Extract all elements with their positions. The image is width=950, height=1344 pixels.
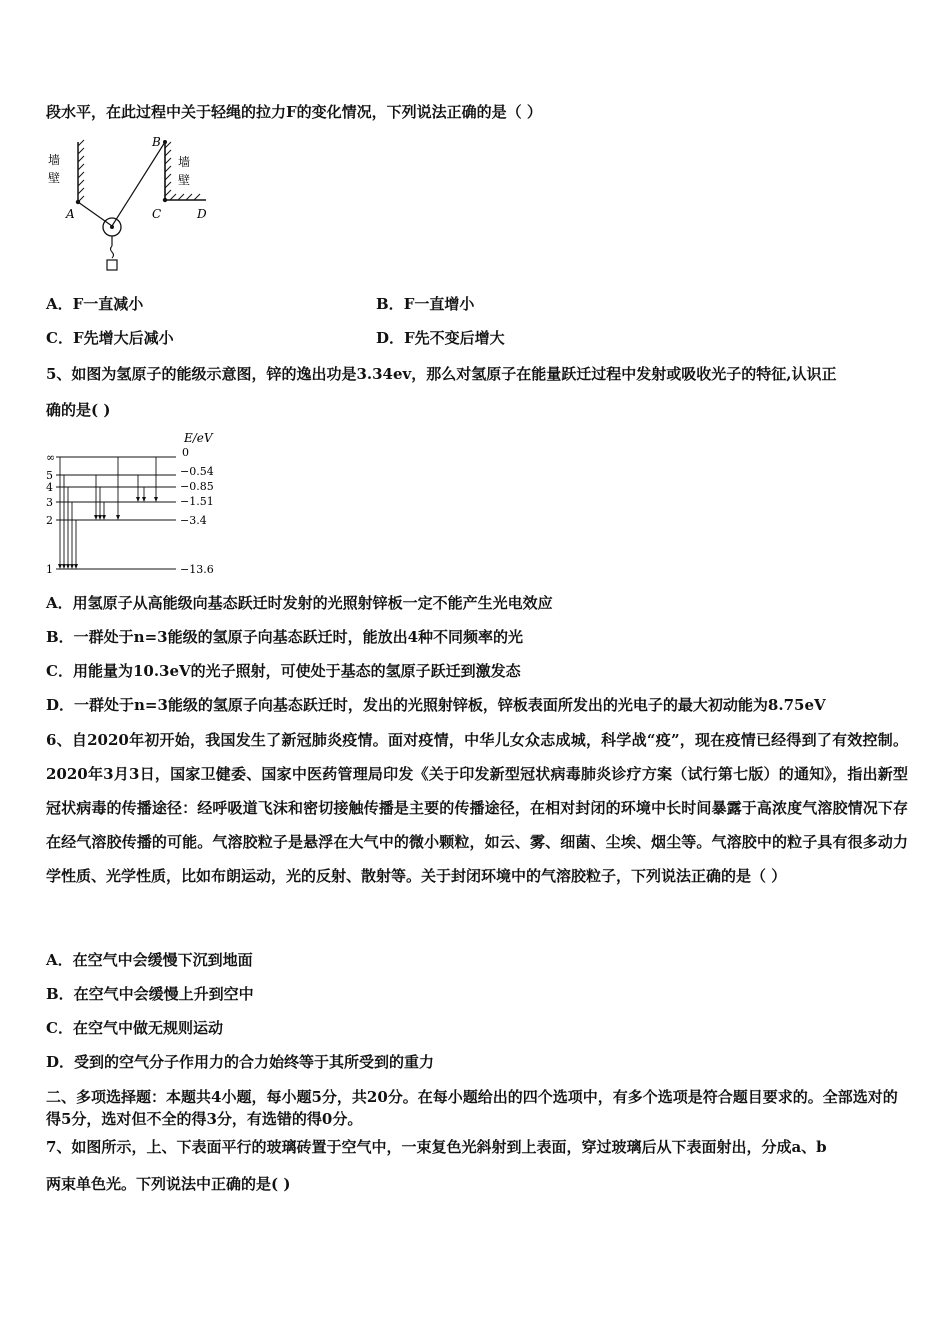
q4-option-b[interactable]: B．F一直增小 [376,295,475,313]
q5-option-c[interactable]: C．用能量为10.3eV的光子照射，可使处于基态的氢原子跃迁到激发态 [46,662,521,680]
svg-text:−0.85: −0.85 [180,480,214,493]
q5-option-d[interactable]: D．一群处于n=3能级的氢原子向基态跃迁时，发出的光照射锌板，锌板表面所发出的光电子的最大初动能为8.75eV [46,696,826,714]
svg-text:3: 3 [46,496,53,509]
level-n-labels [46,451,55,576]
svg-text:1: 1 [46,563,53,576]
q6-option-c[interactable]: C．在空气中做无规则运动 [46,1019,223,1037]
q5-option-a[interactable]: A．用氢原子从高能级向基态跃迁时发射的光照射锌板一定不能产生光电效应 [46,594,553,612]
q7-stem-line1: 7、如图所示，上、下表面平行的玻璃砖置于空气中，一束复色光斜射到上表面，穿过玻璃后从下表面射出，分成a、b [46,1138,827,1156]
label-d: D [197,207,207,221]
svg-text:−3.4: −3.4 [180,514,207,527]
svg-text:−1.51: −1.51 [180,495,214,508]
svg-text:−0.54: −0.54 [180,465,214,478]
q6-option-d[interactable]: D．受到的空气分子作用力的合力始终等于其所受到的重力 [46,1053,435,1071]
svg-text:4: 4 [46,481,53,494]
rope-pulley-figure [44,134,224,274]
q6-stem: 6、自2020年初开始，我国发生了新冠肺炎疫情。面对疫情，中华儿女众志成城，科学战“疫”，现在疫情已经得到了有效控制。2020年3月3日，国家卫健委、国家中医药管理局印发《关于印发新型冠状病毒肺炎诊疗方案（试行第七版）的通知》，指出新型冠状病毒的传播途径：经呼吸道飞沫和密切接触传播是主要的传播途径，在相对封闭的环境中长时间暴露于高浓度气溶胶情况下存在经气溶胶传播的可能。气溶胶粒子是悬浮在大气中的微小颗粒，如云、雾、细菌、尘埃、烟尘等。气溶胶中的粒子具有很多动力学性质、光学性质，比如布朗运动，光的反射、散射等。关于封闭环境中的气溶胶粒子，下列说法正确的是（ ） [46,731,908,885]
label-b: B [152,135,161,149]
q4-option-c[interactable]: C．F先增大后减小 [46,329,174,347]
svg-text:5: 5 [46,469,53,482]
q6-option-b[interactable]: B．在空气中会缓慢上升到空中 [46,985,254,1003]
q4-option-d[interactable]: D．F先不变后增大 [376,329,505,347]
label-a: A [66,207,75,221]
svg-text:2: 2 [46,514,53,527]
label-c: C [152,207,162,221]
svg-text:−13.6: −13.6 [180,563,214,576]
energy-level-diagram [44,428,234,580]
q7-stem-line2: 两束单色光。下列说法中正确的是( ) [46,1175,291,1193]
section2-heading: 二、多项选择题：本题共4小题，每小题5分，共20分。在每小题给出的四个选项中，有多个选项是符合题目要求的。全部选对的得5分，选对但不全的得3分，有选错的得0分。 [46,1088,898,1128]
q4-stem-tail: 段水平，在此过程中关于轻绳的拉力F的变化情况，下列说法正确的是（ ） [46,103,542,121]
q5-stem-line1: 5、如图为氢原子的能级示意图，锌的逸出功是3.34ev，那么对氢原子在能量跃迁过程中发射或吸收光子的特征,认识正 [46,365,837,383]
svg-text:0: 0 [182,446,189,459]
q5-option-b[interactable]: B．一群处于n=3能级的氢原子向基态跃迁时，能放出4种不同频率的光 [46,628,524,646]
wall-left-label: 墙壁 [48,153,61,185]
svg-text:∞: ∞ [46,451,56,464]
q4-option-a[interactable]: A．F一直减小 [46,295,144,313]
level-energy-labels [180,446,214,576]
q6-option-a[interactable]: A．在空气中会缓慢下沉到地面 [46,951,253,969]
axis-label: E/eV [184,431,213,445]
wall-right-label: 墙壁 [178,155,191,187]
q5-stem-line2: 确的是( ) [46,401,111,419]
